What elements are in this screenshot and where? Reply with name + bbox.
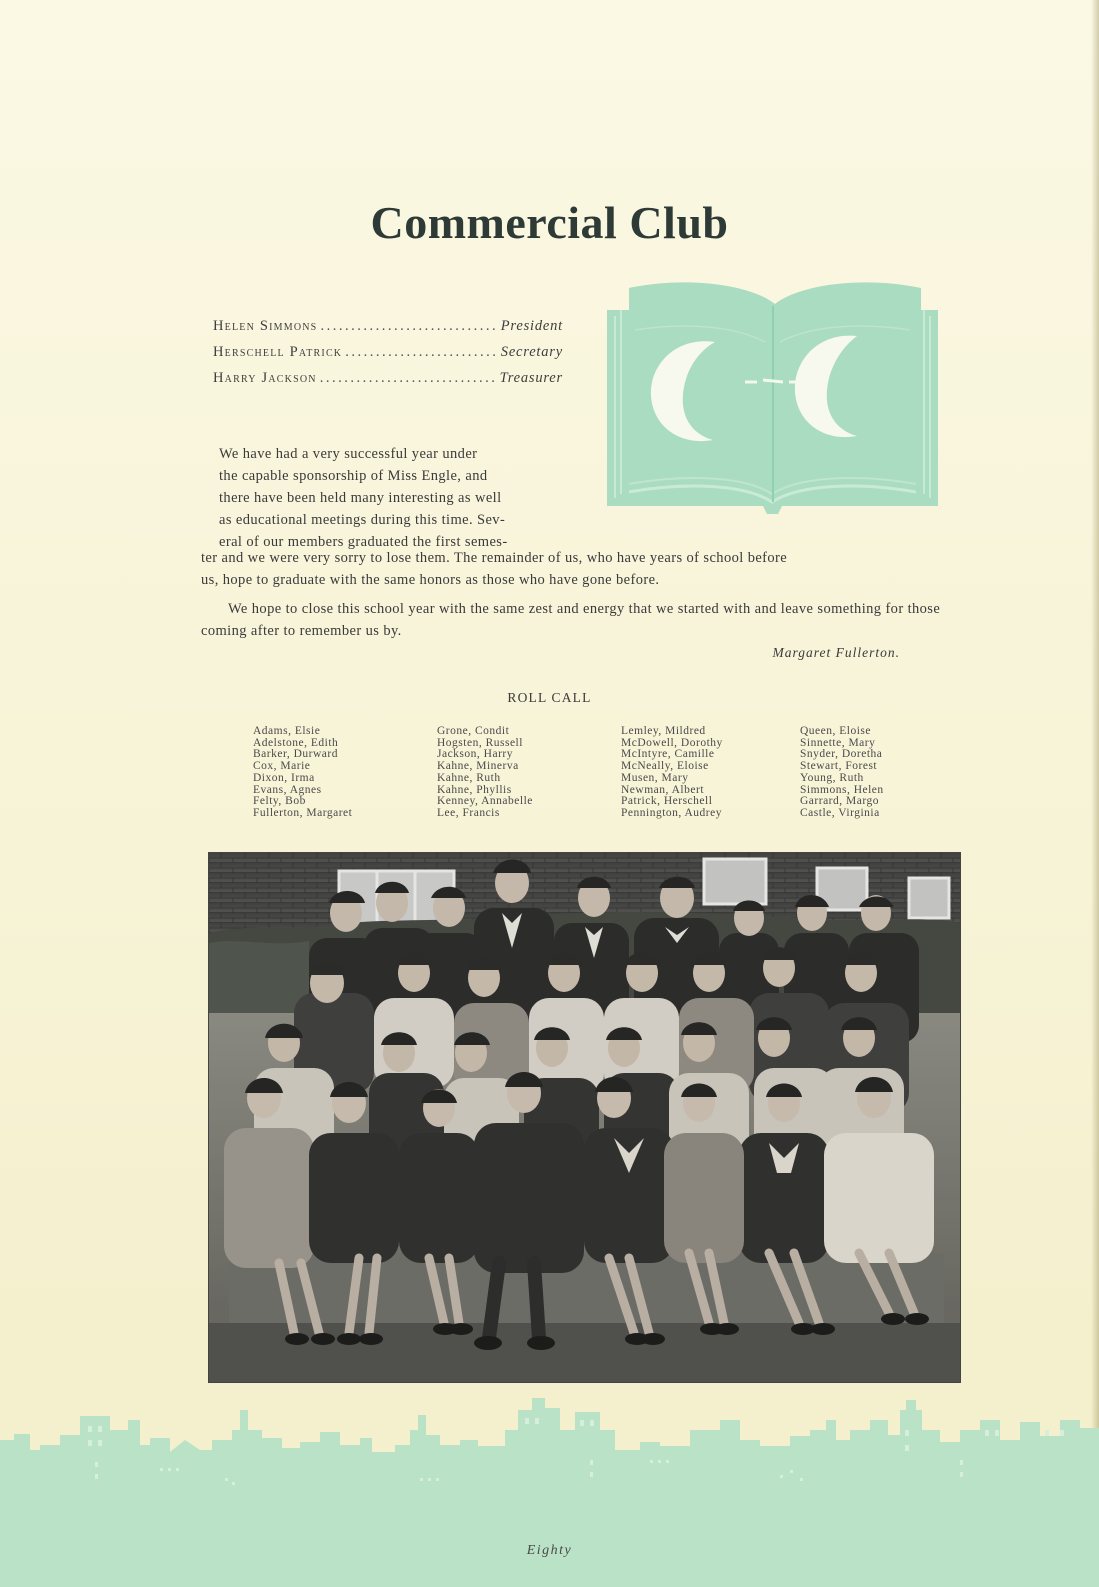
group-photo-image xyxy=(209,853,961,1383)
officer-row-treasurer xyxy=(213,370,563,396)
text-line: ter and we were very sorry to lose them. The remainder of us, who have years of school before xyxy=(201,550,788,566)
roll-call-name: Newman, Albert xyxy=(621,783,705,796)
roll-call-name: Garrard, Margo xyxy=(800,795,879,808)
text-line: the capable sponsorship of Miss Engle, and xyxy=(219,468,488,484)
roll-call-name: Evans, Agnes xyxy=(253,783,322,796)
roll-call-name: Castle, Virginia xyxy=(800,806,880,819)
roll-call-name: Kenney, Annabelle xyxy=(437,795,533,808)
text-line: eral of our members graduated the first semes- xyxy=(219,534,508,550)
roll-call-name: Kahne, Minerva xyxy=(437,760,519,773)
group-photo xyxy=(208,852,961,1383)
roll-call-column-1 xyxy=(253,726,352,820)
roll-call-name: Barker, Durward xyxy=(253,748,338,761)
roll-call-name: Kahne, Phyllis xyxy=(437,783,512,796)
officer-name: Herschell Patrick xyxy=(213,344,343,360)
roll-call-name: Adams, Elsie xyxy=(253,725,321,737)
officer-name: Helen Simmons xyxy=(213,318,318,334)
roll-call-name: McIntyre, Camille xyxy=(621,748,715,761)
roll-call-name: Hogsten, Russell xyxy=(437,736,523,749)
roll-call-name: McNeally, Eloise xyxy=(621,760,709,773)
roll-call-name: Sinnette, Mary xyxy=(800,736,876,749)
paragraph-intro-continued xyxy=(201,547,961,591)
roll-call-name: Young, Ruth xyxy=(800,771,864,784)
roll-call-name: Queen, Eloise xyxy=(800,725,872,737)
roll-call-name: Kahne, Ruth xyxy=(437,771,501,784)
roll-call-column-3 xyxy=(621,726,723,820)
roll-call-name: Felty, Bob xyxy=(253,795,306,808)
roll-call-name: Adelstone, Edith xyxy=(253,736,339,749)
text-line: as educational meetings during this time. Sev- xyxy=(219,512,506,528)
roll-call-column-4 xyxy=(800,726,884,820)
open-book-emblem xyxy=(595,270,950,520)
page-title: Commercial Club xyxy=(370,197,729,248)
roll-call-name: Jackson, Harry xyxy=(437,748,513,761)
roll-call-name: Musen, Mary xyxy=(621,771,689,784)
officer-row-president xyxy=(213,318,563,344)
roll-call-name: Grone, Condit xyxy=(437,725,510,737)
officer-role: Treasurer xyxy=(499,370,563,386)
roll-call-name: Simmons, Helen xyxy=(800,783,884,796)
officer-row-secretary xyxy=(213,344,563,370)
roll-call-name: Pennington, Audrey xyxy=(621,806,722,819)
roll-call-name: Lemley, Mildred xyxy=(621,725,706,737)
roll-call-name: Fullerton, Margaret xyxy=(253,806,353,819)
paragraph-closing: We hope to close this school year with the same zest and energy that we started with and leave something for those coming after to remember us by. xyxy=(201,601,941,639)
roll-call-name: Stewart, Forest xyxy=(800,760,878,773)
paragraph-intro xyxy=(219,443,579,553)
roll-call-name: Cox, Marie xyxy=(253,760,311,773)
roll-call-name: Lee, Francis xyxy=(437,806,500,819)
author-signature: Margaret Fullerton. xyxy=(772,645,900,660)
page-number: Eighty xyxy=(526,1543,573,1558)
officers-list xyxy=(213,318,563,396)
dot-leader xyxy=(320,318,497,335)
officer-role: Secretary xyxy=(500,344,563,360)
roll-call-column-2 xyxy=(437,726,533,820)
text-line: us, hope to graduate with the same honors as those who have gone before. xyxy=(201,572,660,588)
roll-call-heading: ROLL CALL xyxy=(507,690,592,705)
roll-call-name: Patrick, Herschell xyxy=(621,795,713,808)
text-line: there have been held many interesting as well xyxy=(219,490,502,506)
text-line: We have had a very successful year under xyxy=(219,446,478,462)
roll-call-name: Dixon, Irma xyxy=(253,771,315,784)
roll-call-name: McDowell, Dorothy xyxy=(621,736,723,749)
officer-role: President xyxy=(500,318,563,334)
dot-leader xyxy=(345,344,498,361)
roll-call-name: Snyder, Doretha xyxy=(800,748,883,761)
officer-name: Harry Jackson xyxy=(213,370,317,386)
open-book-icon xyxy=(595,270,950,520)
dot-leader xyxy=(320,370,497,387)
